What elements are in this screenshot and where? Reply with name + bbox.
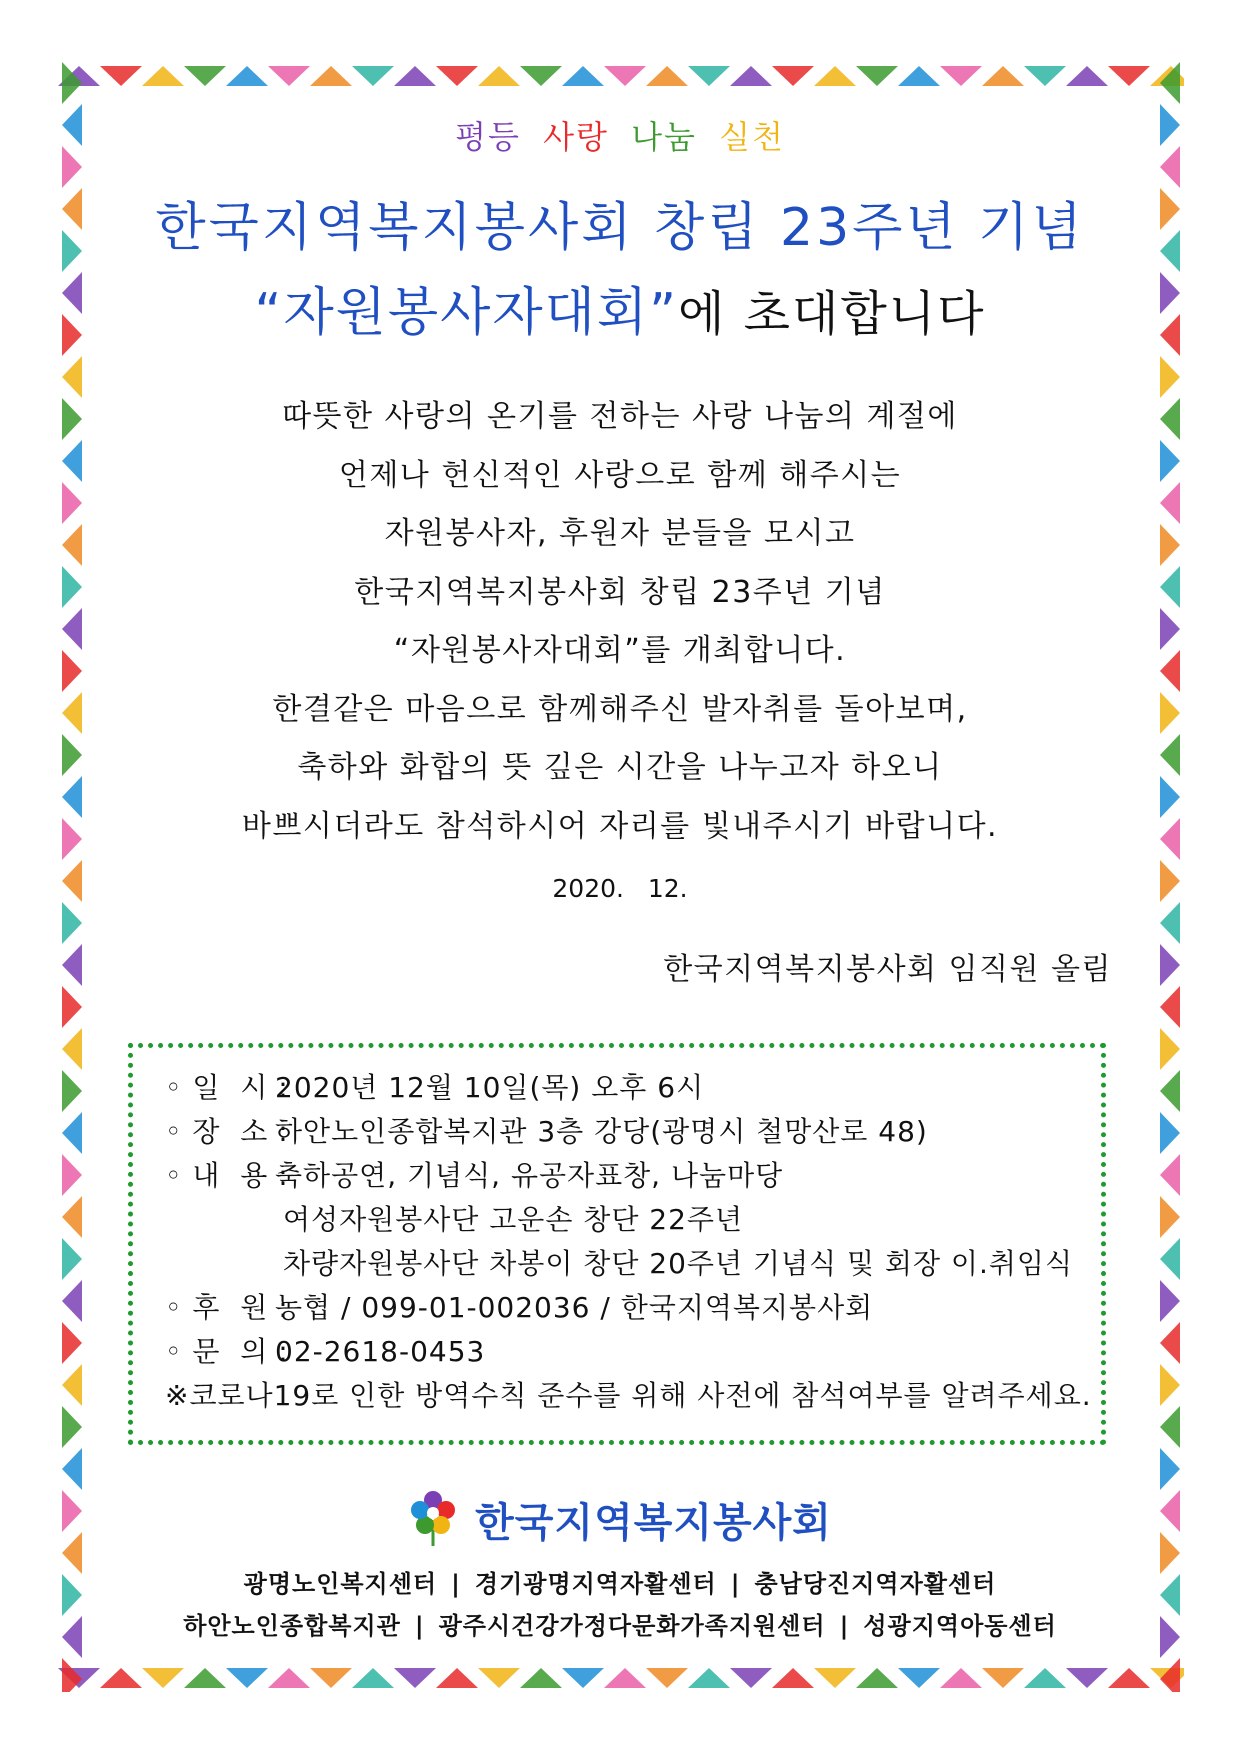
info-label: ◦ 일 시 : xyxy=(165,1071,289,1104)
border-triangle xyxy=(62,1322,82,1364)
signature: 한국지역복지봉사회 임직원 올림 xyxy=(663,952,1112,987)
center-separator: | xyxy=(414,1612,425,1640)
info-label: ◦ 내 용 : xyxy=(165,1159,289,1192)
border-triangle xyxy=(62,902,82,944)
border-triangle xyxy=(688,66,730,86)
center-name: 광주시건강가정다문화가족지원센터 xyxy=(438,1612,826,1640)
slogan xyxy=(0,112,1240,158)
body-line: 바쁘시더라도 참석하시어 자리를 빛내주시기 바랍니다. xyxy=(241,808,999,844)
issue-date: 2020. 12. xyxy=(552,874,688,903)
decorative-border-top xyxy=(58,62,1184,90)
centers-line-1 xyxy=(0,1563,1240,1605)
border-triangle xyxy=(436,1668,478,1688)
info-value: 2020년 12월 10일(목) 오후 6시 xyxy=(275,1071,705,1104)
border-triangle xyxy=(268,1668,310,1688)
border-triangle xyxy=(814,66,856,86)
title-invite-text: 에 초대합니다 xyxy=(678,286,986,342)
border-triangle xyxy=(856,66,898,86)
border-triangle xyxy=(1160,902,1180,944)
info-row-contact xyxy=(165,1330,1092,1374)
border-triangle xyxy=(1160,944,1180,986)
border-triangle xyxy=(730,1668,772,1688)
border-triangle xyxy=(352,1668,394,1688)
border-triangle xyxy=(100,1668,142,1688)
info-content-extra: 차량자원봉사단 차봉이 창단 20주년 기념식 및 회장 이.취임식 xyxy=(283,1247,1073,1280)
info-row-place xyxy=(165,1110,1092,1154)
border-triangle xyxy=(394,1668,436,1688)
border-triangle xyxy=(62,1196,82,1238)
center-separator: | xyxy=(451,1570,461,1598)
info-content-extra: 여성자원봉사단 고운손 창단 22주년 xyxy=(283,1203,744,1236)
title-line-2 xyxy=(0,270,1240,345)
border-triangle xyxy=(1024,1668,1066,1688)
border-triangle xyxy=(1160,1658,1180,1692)
border-triangle xyxy=(1108,66,1150,86)
border-triangle xyxy=(142,66,184,86)
border-triangle xyxy=(226,66,268,86)
border-triangle xyxy=(1160,1406,1180,1448)
border-triangle xyxy=(1160,62,1180,104)
border-triangle xyxy=(856,1668,898,1688)
border-triangle xyxy=(62,1364,82,1406)
border-triangle xyxy=(478,66,520,86)
border-triangle xyxy=(478,1668,520,1688)
border-triangle xyxy=(62,1154,82,1196)
border-triangle xyxy=(268,66,310,86)
border-triangle xyxy=(1160,1448,1180,1490)
border-triangle xyxy=(1160,1028,1180,1070)
border-triangle xyxy=(352,66,394,86)
border-triangle xyxy=(62,1112,82,1154)
border-triangle xyxy=(940,66,982,86)
border-triangle xyxy=(814,1668,856,1688)
border-triangle xyxy=(1160,1112,1180,1154)
border-triangle xyxy=(1024,66,1066,86)
info-row-content xyxy=(165,1154,1092,1198)
info-value: 하안노인종합복지관 3층 강당(광명시 철망산로 48) xyxy=(275,1115,928,1148)
event-info-list xyxy=(165,1066,1092,1418)
border-triangle xyxy=(1160,1364,1180,1406)
event-name-quote: “자원봉사자대회” xyxy=(254,283,679,343)
center-name: 하안노인종합복지관 xyxy=(183,1612,401,1640)
centers-line-2 xyxy=(0,1605,1240,1647)
border-triangle xyxy=(1160,1070,1180,1112)
center-name: 충남당진지역자활센터 xyxy=(754,1570,997,1598)
body-line: 축하와 화합의 뜻 깊은 시간을 나누고자 하오니 xyxy=(297,750,943,785)
organization-name: 한국지역복지봉사회 xyxy=(475,1499,832,1546)
info-value: 축하공연, 기념식, 유공자표창, 나눔마당 xyxy=(275,1159,784,1192)
border-triangle xyxy=(730,66,772,86)
body-line: 따뜻한 사랑의 온기를 전하는 사랑 나눔의 계절에 xyxy=(282,399,958,434)
border-triangle xyxy=(982,1668,1024,1688)
body-line: 한결같은 마음으로 함께해주신 발자취를 돌아보며, xyxy=(272,691,968,727)
border-triangle xyxy=(562,1668,604,1688)
title-line-1: 한국지역복지봉사회 창립 23주년 기념 xyxy=(155,198,1085,258)
flower-icon xyxy=(408,1490,458,1548)
border-triangle xyxy=(772,66,814,86)
slogan-word-4: 실천 xyxy=(719,118,785,156)
border-triangle xyxy=(1160,1196,1180,1238)
info-value: 농협 / 099-01-002036 / 한국지역복지봉사회 xyxy=(275,1291,874,1324)
border-triangle xyxy=(62,986,82,1028)
border-triangle xyxy=(646,66,688,86)
body-line: 한국지역복지봉사회 창립 23주년 기념 xyxy=(354,574,886,610)
border-triangle xyxy=(1160,1322,1180,1364)
body-line: “자원봉사자대회”를 개최합니다. xyxy=(393,633,847,668)
border-triangle xyxy=(226,1668,268,1688)
covid-notice: ※코로나19로 인한 방역수칙 준수를 위해 사전에 참석여부를 알려주세요. xyxy=(165,1379,1092,1412)
info-label: ◦ 장 소 : xyxy=(165,1115,289,1148)
border-triangle xyxy=(898,1668,940,1688)
border-triangle xyxy=(772,1668,814,1688)
info-row-sponsor xyxy=(165,1286,1092,1330)
border-triangle xyxy=(62,1658,82,1692)
center-name: 경기광명지역자활센터 xyxy=(474,1570,717,1598)
border-triangle xyxy=(646,1668,688,1688)
info-value: 02-2618-0453 xyxy=(275,1335,486,1368)
border-triangle xyxy=(1160,1238,1180,1280)
info-label: ◦ 문 의 : xyxy=(165,1335,289,1368)
border-triangle xyxy=(62,1280,82,1322)
body-line: 언제나 헌신적인 사랑으로 함께 해주시는 xyxy=(338,457,902,493)
info-label: ◦ 후 원 : xyxy=(165,1291,289,1324)
event-info-box xyxy=(128,1043,1106,1445)
decorative-border-bottom xyxy=(58,1664,1184,1692)
border-triangle xyxy=(62,1406,82,1448)
organization-logo xyxy=(0,1490,1240,1548)
border-triangle xyxy=(62,1238,82,1280)
border-triangle xyxy=(604,66,646,86)
border-triangle xyxy=(1160,1154,1180,1196)
border-triangle xyxy=(436,66,478,86)
center-name: 광명노인복지센터 xyxy=(243,1570,438,1598)
center-separator: | xyxy=(839,1612,850,1640)
center-name: 성광지역아동센터 xyxy=(863,1612,1057,1640)
affiliated-centers xyxy=(0,1563,1240,1647)
border-triangle xyxy=(100,66,142,86)
border-triangle xyxy=(688,1668,730,1688)
border-triangle xyxy=(62,1028,82,1070)
border-triangle xyxy=(604,1668,646,1688)
border-triangle xyxy=(142,1668,184,1688)
border-triangle xyxy=(310,66,352,86)
info-row-datetime xyxy=(165,1066,1092,1110)
slogan-word-3: 나눔 xyxy=(631,118,697,156)
border-triangle xyxy=(1108,1668,1150,1688)
border-triangle xyxy=(1066,66,1108,86)
border-triangle xyxy=(62,62,82,104)
border-triangle xyxy=(184,66,226,86)
border-triangle xyxy=(394,66,436,86)
center-separator: | xyxy=(730,1570,741,1598)
border-triangle xyxy=(1160,986,1180,1028)
border-triangle xyxy=(62,1448,82,1490)
border-triangle xyxy=(184,1668,226,1688)
border-triangle xyxy=(1160,1280,1180,1322)
body-line: 자원봉사자, 후원자 분들을 모시고 xyxy=(384,516,856,551)
border-triangle xyxy=(1066,1668,1108,1688)
border-triangle xyxy=(520,1668,562,1688)
border-triangle xyxy=(982,66,1024,86)
invitation-body xyxy=(0,388,1240,856)
border-triangle xyxy=(940,1668,982,1688)
slogan-word-2: 사랑 xyxy=(543,118,609,156)
slogan-word-1: 평등 xyxy=(455,118,521,156)
border-triangle xyxy=(520,66,562,86)
border-triangle xyxy=(310,1668,352,1688)
border-triangle xyxy=(62,944,82,986)
border-triangle xyxy=(62,1070,82,1112)
border-triangle xyxy=(562,66,604,86)
border-triangle xyxy=(898,66,940,86)
